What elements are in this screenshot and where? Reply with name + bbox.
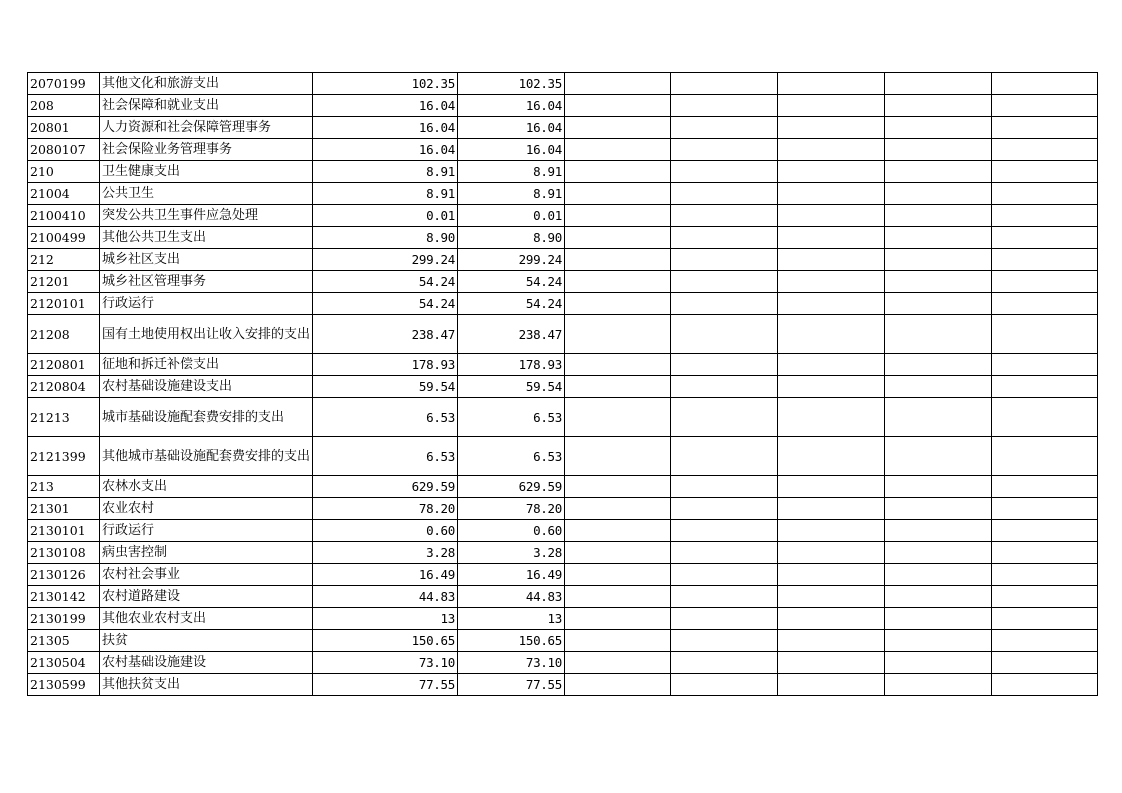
subject-code-cell: 2070199 bbox=[28, 73, 100, 95]
empty-cell bbox=[885, 117, 992, 139]
empty-cell bbox=[885, 139, 992, 161]
empty-cell bbox=[992, 95, 1098, 117]
empty-cell bbox=[992, 564, 1098, 586]
empty-cell bbox=[778, 354, 885, 376]
empty-cell bbox=[992, 205, 1098, 227]
empty-cell bbox=[992, 271, 1098, 293]
amount-cell: 0.01 bbox=[458, 205, 565, 227]
amount-cell: 178.93 bbox=[458, 354, 565, 376]
table-row bbox=[28, 520, 1098, 542]
empty-cell bbox=[885, 183, 992, 205]
empty-cell bbox=[565, 542, 671, 564]
empty-cell bbox=[992, 652, 1098, 674]
empty-cell bbox=[671, 271, 778, 293]
subject-name-cell: 其他城市基础设施配套费安排的支出 bbox=[100, 437, 313, 476]
empty-cell bbox=[671, 315, 778, 354]
subject-code-cell: 2120801 bbox=[28, 354, 100, 376]
empty-cell bbox=[992, 608, 1098, 630]
empty-cell bbox=[778, 205, 885, 227]
empty-cell bbox=[885, 271, 992, 293]
subject-code-cell: 212 bbox=[28, 249, 100, 271]
table-row bbox=[28, 249, 1098, 271]
table-row bbox=[28, 630, 1098, 652]
amount-cell: 0.60 bbox=[458, 520, 565, 542]
empty-cell bbox=[671, 227, 778, 249]
subject-name-cell: 公共卫生 bbox=[100, 183, 313, 205]
empty-cell bbox=[992, 520, 1098, 542]
total-amount-cell: 73.10 bbox=[313, 652, 458, 674]
subject-name-cell: 城市基础设施配套费安排的支出 bbox=[100, 398, 313, 437]
empty-cell bbox=[778, 161, 885, 183]
empty-cell bbox=[992, 354, 1098, 376]
empty-cell bbox=[778, 498, 885, 520]
empty-cell bbox=[778, 376, 885, 398]
empty-cell bbox=[671, 205, 778, 227]
subject-code-cell: 21208 bbox=[28, 315, 100, 354]
empty-cell bbox=[992, 376, 1098, 398]
empty-cell bbox=[671, 608, 778, 630]
empty-cell bbox=[885, 630, 992, 652]
empty-cell bbox=[885, 437, 992, 476]
amount-cell: 150.65 bbox=[458, 630, 565, 652]
empty-cell bbox=[671, 139, 778, 161]
empty-cell bbox=[778, 520, 885, 542]
empty-cell bbox=[885, 520, 992, 542]
subject-code-cell: 2100499 bbox=[28, 227, 100, 249]
total-amount-cell: 6.53 bbox=[313, 398, 458, 437]
table-row bbox=[28, 476, 1098, 498]
empty-cell bbox=[778, 227, 885, 249]
empty-cell bbox=[885, 398, 992, 437]
total-amount-cell: 178.93 bbox=[313, 354, 458, 376]
empty-cell bbox=[885, 652, 992, 674]
amount-cell: 16.04 bbox=[458, 117, 565, 139]
empty-cell bbox=[885, 73, 992, 95]
empty-cell bbox=[885, 161, 992, 183]
empty-cell bbox=[778, 630, 885, 652]
total-amount-cell: 8.91 bbox=[313, 161, 458, 183]
empty-cell bbox=[671, 398, 778, 437]
total-amount-cell: 8.91 bbox=[313, 183, 458, 205]
empty-cell bbox=[885, 542, 992, 564]
empty-cell bbox=[992, 315, 1098, 354]
amount-cell: 78.20 bbox=[458, 498, 565, 520]
table-row bbox=[28, 227, 1098, 249]
subject-name-cell: 扶贫 bbox=[100, 630, 313, 652]
empty-cell bbox=[778, 564, 885, 586]
empty-cell bbox=[671, 376, 778, 398]
total-amount-cell: 13 bbox=[313, 608, 458, 630]
subject-name-cell: 其他扶贫支出 bbox=[100, 674, 313, 696]
total-amount-cell: 0.01 bbox=[313, 205, 458, 227]
subject-code-cell: 21305 bbox=[28, 630, 100, 652]
table-row bbox=[28, 315, 1098, 354]
empty-cell bbox=[565, 652, 671, 674]
empty-cell bbox=[565, 205, 671, 227]
empty-cell bbox=[885, 564, 992, 586]
empty-cell bbox=[992, 139, 1098, 161]
empty-cell bbox=[671, 520, 778, 542]
empty-cell bbox=[671, 249, 778, 271]
subject-code-cell: 213 bbox=[28, 476, 100, 498]
amount-cell: 238.47 bbox=[458, 315, 565, 354]
subject-name-cell: 城乡社区支出 bbox=[100, 249, 313, 271]
empty-cell bbox=[778, 652, 885, 674]
subject-name-cell: 社会保障和就业支出 bbox=[100, 95, 313, 117]
empty-cell bbox=[992, 586, 1098, 608]
table-row bbox=[28, 498, 1098, 520]
empty-cell bbox=[778, 95, 885, 117]
empty-cell bbox=[778, 139, 885, 161]
empty-cell bbox=[885, 354, 992, 376]
table-row bbox=[28, 95, 1098, 117]
empty-cell bbox=[778, 315, 885, 354]
amount-cell: 8.91 bbox=[458, 161, 565, 183]
total-amount-cell: 16.04 bbox=[313, 139, 458, 161]
empty-cell bbox=[565, 139, 671, 161]
amount-cell: 54.24 bbox=[458, 293, 565, 315]
empty-cell bbox=[885, 293, 992, 315]
empty-cell bbox=[885, 205, 992, 227]
empty-cell bbox=[671, 95, 778, 117]
empty-cell bbox=[992, 630, 1098, 652]
subject-name-cell: 其他公共卫生支出 bbox=[100, 227, 313, 249]
amount-cell: 16.04 bbox=[458, 139, 565, 161]
empty-cell bbox=[671, 652, 778, 674]
empty-cell bbox=[778, 73, 885, 95]
empty-cell bbox=[565, 564, 671, 586]
empty-cell bbox=[992, 398, 1098, 437]
empty-cell bbox=[992, 498, 1098, 520]
total-amount-cell: 59.54 bbox=[313, 376, 458, 398]
empty-cell bbox=[778, 249, 885, 271]
total-amount-cell: 629.59 bbox=[313, 476, 458, 498]
subject-name-cell: 农村基础设施建设支出 bbox=[100, 376, 313, 398]
empty-cell bbox=[992, 249, 1098, 271]
empty-cell bbox=[992, 227, 1098, 249]
table-row bbox=[28, 117, 1098, 139]
amount-cell: 8.90 bbox=[458, 227, 565, 249]
table-row bbox=[28, 183, 1098, 205]
amount-cell: 73.10 bbox=[458, 652, 565, 674]
amount-cell: 13 bbox=[458, 608, 565, 630]
empty-cell bbox=[565, 630, 671, 652]
empty-cell bbox=[671, 73, 778, 95]
subject-name-cell: 农林水支出 bbox=[100, 476, 313, 498]
subject-name-cell: 行政运行 bbox=[100, 520, 313, 542]
subject-code-cell: 208 bbox=[28, 95, 100, 117]
subject-name-cell: 其他农业农村支出 bbox=[100, 608, 313, 630]
subject-name-cell: 卫生健康支出 bbox=[100, 161, 313, 183]
table-row bbox=[28, 354, 1098, 376]
empty-cell bbox=[565, 183, 671, 205]
empty-cell bbox=[778, 476, 885, 498]
subject-name-cell: 突发公共卫生事件应急处理 bbox=[100, 205, 313, 227]
budget-expenditure-table bbox=[27, 72, 1098, 696]
empty-cell bbox=[671, 630, 778, 652]
empty-cell bbox=[565, 227, 671, 249]
subject-code-cell: 2130504 bbox=[28, 652, 100, 674]
total-amount-cell: 54.24 bbox=[313, 293, 458, 315]
table-row bbox=[28, 674, 1098, 696]
total-amount-cell: 6.53 bbox=[313, 437, 458, 476]
empty-cell bbox=[778, 117, 885, 139]
subject-name-cell: 国有土地使用权出让收入安排的支出 bbox=[100, 315, 313, 354]
subject-code-cell: 2130599 bbox=[28, 674, 100, 696]
empty-cell bbox=[671, 542, 778, 564]
total-amount-cell: 102.35 bbox=[313, 73, 458, 95]
subject-code-cell: 2130142 bbox=[28, 586, 100, 608]
table-row bbox=[28, 652, 1098, 674]
amount-cell: 8.91 bbox=[458, 183, 565, 205]
amount-cell: 16.49 bbox=[458, 564, 565, 586]
empty-cell bbox=[885, 498, 992, 520]
total-amount-cell: 54.24 bbox=[313, 271, 458, 293]
total-amount-cell: 44.83 bbox=[313, 586, 458, 608]
empty-cell bbox=[565, 354, 671, 376]
empty-cell bbox=[671, 564, 778, 586]
empty-cell bbox=[671, 183, 778, 205]
empty-cell bbox=[885, 586, 992, 608]
amount-cell: 59.54 bbox=[458, 376, 565, 398]
amount-cell: 44.83 bbox=[458, 586, 565, 608]
empty-cell bbox=[885, 95, 992, 117]
empty-cell bbox=[885, 249, 992, 271]
empty-cell bbox=[565, 95, 671, 117]
amount-cell: 77.55 bbox=[458, 674, 565, 696]
total-amount-cell: 3.28 bbox=[313, 542, 458, 564]
empty-cell bbox=[885, 476, 992, 498]
amount-cell: 299.24 bbox=[458, 249, 565, 271]
empty-cell bbox=[565, 249, 671, 271]
empty-cell bbox=[992, 437, 1098, 476]
subject-code-cell: 2080107 bbox=[28, 139, 100, 161]
subject-code-cell: 2130101 bbox=[28, 520, 100, 542]
empty-cell bbox=[778, 674, 885, 696]
table-row bbox=[28, 271, 1098, 293]
empty-cell bbox=[565, 161, 671, 183]
empty-cell bbox=[565, 271, 671, 293]
subject-code-cell: 21201 bbox=[28, 271, 100, 293]
total-amount-cell: 78.20 bbox=[313, 498, 458, 520]
subject-name-cell: 征地和拆迁补偿支出 bbox=[100, 354, 313, 376]
subject-code-cell: 21004 bbox=[28, 183, 100, 205]
empty-cell bbox=[992, 73, 1098, 95]
empty-cell bbox=[565, 315, 671, 354]
table-row bbox=[28, 205, 1098, 227]
empty-cell bbox=[992, 476, 1098, 498]
subject-name-cell: 人力资源和社会保障管理事务 bbox=[100, 117, 313, 139]
subject-name-cell: 农村基础设施建设 bbox=[100, 652, 313, 674]
table-row bbox=[28, 564, 1098, 586]
empty-cell bbox=[671, 476, 778, 498]
subject-name-cell: 行政运行 bbox=[100, 293, 313, 315]
amount-cell: 102.35 bbox=[458, 73, 565, 95]
amount-cell: 3.28 bbox=[458, 542, 565, 564]
subject-code-cell: 2100410 bbox=[28, 205, 100, 227]
empty-cell bbox=[671, 586, 778, 608]
empty-cell bbox=[671, 354, 778, 376]
total-amount-cell: 150.65 bbox=[313, 630, 458, 652]
table-body bbox=[28, 73, 1098, 696]
total-amount-cell: 238.47 bbox=[313, 315, 458, 354]
empty-cell bbox=[671, 293, 778, 315]
subject-name-cell: 农村社会事业 bbox=[100, 564, 313, 586]
amount-cell: 16.04 bbox=[458, 95, 565, 117]
subject-name-cell: 农村道路建设 bbox=[100, 586, 313, 608]
empty-cell bbox=[565, 437, 671, 476]
table-row bbox=[28, 608, 1098, 630]
empty-cell bbox=[565, 674, 671, 696]
empty-cell bbox=[778, 271, 885, 293]
empty-cell bbox=[565, 498, 671, 520]
table-row bbox=[28, 437, 1098, 476]
empty-cell bbox=[565, 608, 671, 630]
empty-cell bbox=[885, 227, 992, 249]
subject-code-cell: 2130199 bbox=[28, 608, 100, 630]
empty-cell bbox=[778, 542, 885, 564]
total-amount-cell: 77.55 bbox=[313, 674, 458, 696]
amount-cell: 6.53 bbox=[458, 398, 565, 437]
empty-cell bbox=[992, 117, 1098, 139]
total-amount-cell: 16.04 bbox=[313, 95, 458, 117]
empty-cell bbox=[565, 586, 671, 608]
subject-code-cell: 21213 bbox=[28, 398, 100, 437]
table-row bbox=[28, 139, 1098, 161]
total-amount-cell: 16.04 bbox=[313, 117, 458, 139]
table-row bbox=[28, 293, 1098, 315]
total-amount-cell: 16.49 bbox=[313, 564, 458, 586]
subject-name-cell: 农业农村 bbox=[100, 498, 313, 520]
empty-cell bbox=[565, 520, 671, 542]
empty-cell bbox=[565, 117, 671, 139]
subject-name-cell: 病虫害控制 bbox=[100, 542, 313, 564]
empty-cell bbox=[885, 608, 992, 630]
total-amount-cell: 0.60 bbox=[313, 520, 458, 542]
empty-cell bbox=[565, 73, 671, 95]
subject-code-cell: 2120804 bbox=[28, 376, 100, 398]
empty-cell bbox=[565, 398, 671, 437]
empty-cell bbox=[671, 498, 778, 520]
amount-cell: 629.59 bbox=[458, 476, 565, 498]
empty-cell bbox=[992, 293, 1098, 315]
empty-cell bbox=[671, 674, 778, 696]
table-row bbox=[28, 398, 1098, 437]
empty-cell bbox=[778, 183, 885, 205]
empty-cell bbox=[565, 476, 671, 498]
empty-cell bbox=[565, 293, 671, 315]
empty-cell bbox=[671, 437, 778, 476]
subject-name-cell: 其他文化和旅游支出 bbox=[100, 73, 313, 95]
total-amount-cell: 299.24 bbox=[313, 249, 458, 271]
subject-code-cell: 2130126 bbox=[28, 564, 100, 586]
empty-cell bbox=[885, 674, 992, 696]
subject-code-cell: 2130108 bbox=[28, 542, 100, 564]
table-row bbox=[28, 161, 1098, 183]
subject-code-cell: 20801 bbox=[28, 117, 100, 139]
table-row bbox=[28, 376, 1098, 398]
empty-cell bbox=[671, 117, 778, 139]
subject-name-cell: 社会保险业务管理事务 bbox=[100, 139, 313, 161]
table-row bbox=[28, 542, 1098, 564]
empty-cell bbox=[992, 183, 1098, 205]
table-row bbox=[28, 586, 1098, 608]
empty-cell bbox=[778, 586, 885, 608]
table-row bbox=[28, 73, 1098, 95]
empty-cell bbox=[778, 608, 885, 630]
empty-cell bbox=[778, 398, 885, 437]
empty-cell bbox=[885, 376, 992, 398]
subject-name-cell: 城乡社区管理事务 bbox=[100, 271, 313, 293]
empty-cell bbox=[778, 437, 885, 476]
amount-cell: 6.53 bbox=[458, 437, 565, 476]
subject-code-cell: 2120101 bbox=[28, 293, 100, 315]
empty-cell bbox=[992, 674, 1098, 696]
empty-cell bbox=[778, 293, 885, 315]
empty-cell bbox=[565, 376, 671, 398]
subject-code-cell: 210 bbox=[28, 161, 100, 183]
total-amount-cell: 8.90 bbox=[313, 227, 458, 249]
subject-code-cell: 21301 bbox=[28, 498, 100, 520]
empty-cell bbox=[992, 161, 1098, 183]
empty-cell bbox=[885, 315, 992, 354]
empty-cell bbox=[992, 542, 1098, 564]
empty-cell bbox=[671, 161, 778, 183]
subject-code-cell: 2121399 bbox=[28, 437, 100, 476]
amount-cell: 54.24 bbox=[458, 271, 565, 293]
